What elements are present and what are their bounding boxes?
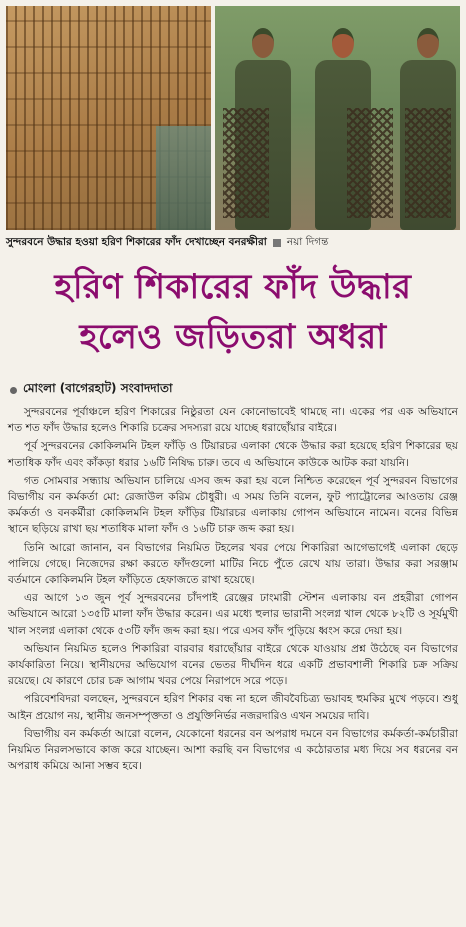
dateline-text: মোংলা (বাগেরহাট) সংবাদদাতা: [23, 381, 173, 395]
article-body: [8, 404, 458, 776]
photo-caption: [6, 234, 460, 252]
article-paragraph: অভিযান নিয়মিত হলেও শিকারিরা বারবার ধরাছোঁয়ার বাইরে থেকে যাওয়ায় প্রশ্ন উঠেছে বন বিভাগের কার্যকারিতা নিয়ে। স্থানীয়দের অভিযোগ বনের ভেতর দীর্ঘদিন ধরে একটি প্রভাবশালী শিকারি চক্র সক্রিয় রয়েছে। যে কারণে চোর চক্র আগাম খবর পেয়ে নিরাপদে সরে পড়ে।: [8, 642, 458, 688]
article-paragraph: পরিবেশবিদরা বলছেন, সুন্দরবনে হরিণ শিকার বন্ধ না হলে জীববৈচিত্র্য ভয়াবহ হুমকির মুখে পড়বে। শুধু আইন প্রয়োগ নয়, স্থানীয় জনসম্পৃক্ততা ও প্রযুক্তিনির্ভর নজরদারিও এখন সময়ের দাবি।: [8, 693, 458, 722]
article-paragraph: বিভাগীয় বন কর্মকর্তা আরো বলেন, যেকোনো ধরনের বন অপরাধ দমনে বন বিভাগের কর্মকর্তা-কর্মচারীরা নিয়মিত নিরলসভাবে কাজ করে যাচ্ছেন। আশা করছি বন বিভাগের এ কঠোরতার মধ্য দিয়ে সব ধরনের বন অপরাধ কমিয়ে আনা সম্ভব হবে।: [8, 727, 458, 773]
trap-net-2: [347, 108, 393, 218]
article-paragraph: তিনি আরো জানান, বন বিভাগের নিয়মিত টহলের খবর পেয়ে শিকারিরা আগেভাগেই এলাকা ছেড়ে পালিয়ে গেছে। নিজেদের রক্ষা করতে ফাঁদগুলো মাটির নিচে পুঁতে রেখে যায় তারা। উদ্ধার করা সরঞ্জাম বর্তমানে কোকিলমনি টহল ফাঁড়িতে হেফাজতে রাখা হয়েছে।: [8, 541, 458, 587]
trap-net-3: [405, 108, 451, 218]
caption-source: নয়া দিগন্ত: [286, 235, 329, 248]
headline: [0, 262, 466, 362]
headline-line-2: হলেও জড়িতরা অধরা: [79, 317, 387, 357]
dateline: [10, 381, 173, 399]
caption-text: সুন্দরবনে উদ্ধার হওয়া হরিণ শিকারের ফাঁদ দেখাচ্ছেন বনরক্ষীরা: [6, 235, 267, 248]
trap-net-1: [223, 108, 269, 218]
article-paragraph: সুন্দরবনের পূর্বাঞ্চলে হরিণ শিকারের নিষ্ঠুরতা যেন কোনোভাবেই থামছে না। একের পর এক অভিযানে শত শত ফাঁদ উদ্ধার হলেও শিকারি চক্রের সদস্যরা রয়ে যাচ্ছে ধরাছোঁয়ার বাইরে।: [8, 406, 458, 435]
headline-line-1: হরিণ শিকারের ফাঁদ উদ্ধার: [54, 267, 412, 307]
bullet-dot-icon: [10, 387, 17, 394]
forest-guards-photo: [215, 6, 460, 230]
square-bullet-icon: [273, 239, 281, 247]
trap-cages-photo: [6, 6, 211, 230]
bucket-image: [156, 126, 211, 230]
article-paragraph: পূর্ব সুন্দরবনের কোকিলমনি টহল ফাঁড়ি ও টিয়ারচর এলাকা থেকে উদ্ধার করা হয়েছে হরিণ শিকারের ছয় শতাধিক ফাঁদ এবং কাঁকড়া ধরার ১৬টি নিষিদ্ধ চারু। তবে এ অভিযানে কাউকে আটক করা যায়নি।: [8, 440, 458, 469]
article-paragraph: এর আগে ১৩ জুন পূর্ব সুন্দরবনের চাঁদপাই রেঞ্জের ঢাংমারী স্টেশন এলাকায় বন প্রহরীরা গোপন অভিযানে আরো ১৩৫টি মালা ফাঁদ উদ্ধার করেন। এর মধ্যে হুলার ভারানী সংলগ্ন খাল থেকে ৮২টি ও সূর্যমুখী খাল সংলগ্ন এলাকা থেকে ৫৩টি ফাঁদ জব্দ করা হয়। পরে এসব ফাঁদ পুড়িয়ে ধ্বংস করে দেয়া হয়।: [8, 592, 458, 637]
photo-strip: [6, 6, 460, 230]
article-paragraph: গত সোমবার সন্ধ্যায় অভিযান চালিয়ে এসব জব্দ করা হয় বলে নিশ্চিত করেছেন পূর্ব সুন্দরবন বিভাগের বিভাগীয় বন কর্মকর্তা মো: রেজাউল করিম চৌধুরী। এ সময় তিনি বলেন, ফুট প্যাট্রোলের আওতায় রেঞ্জ কর্মকর্তা ও বনকর্মীরা কোকিলমনি টহল ফাঁড়ির টিয়ারচর এলাকায় গোপন অভিযানে নামেন। বনের বিভিন্ন স্থানে ছড়িয়ে রাখা ছয় শতাধিক মালা ফাঁদ ও ১৬টি চারু জব্দ করা হয়।: [8, 474, 458, 536]
